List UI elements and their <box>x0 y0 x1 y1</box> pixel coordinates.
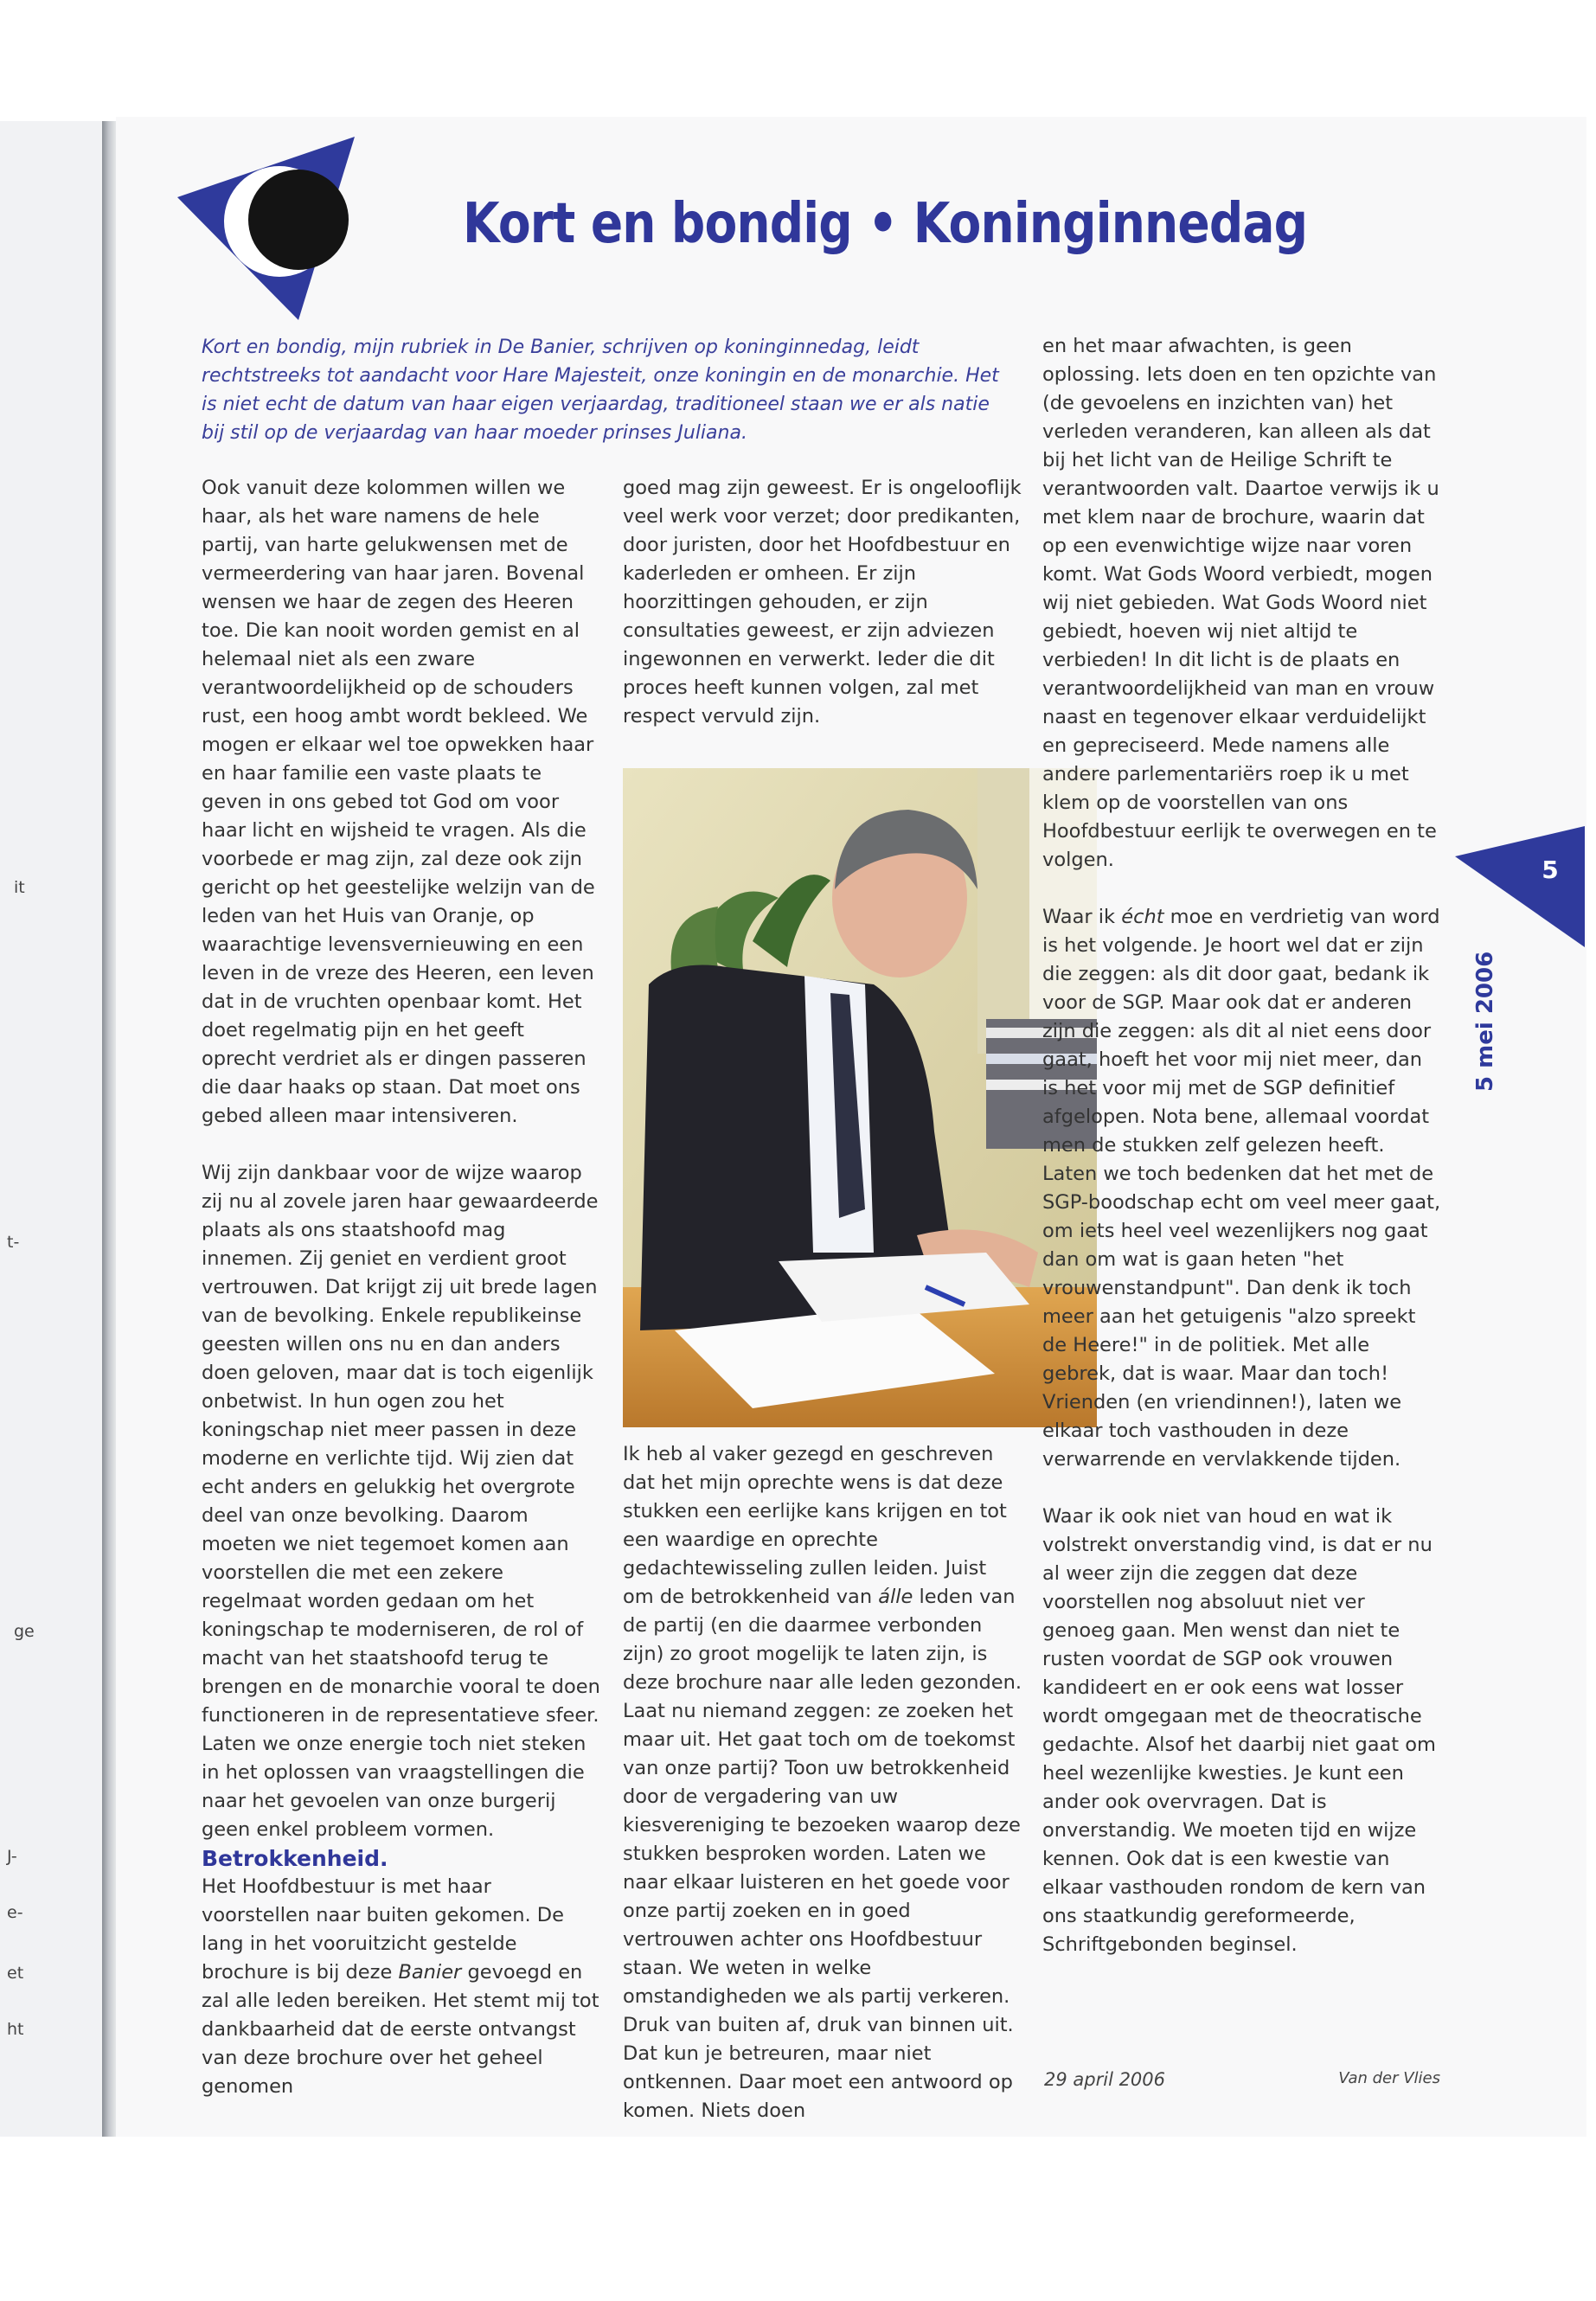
page-number-tab <box>1455 826 1585 947</box>
page-title: Kort en bondig • Koninginnedag <box>463 192 1308 256</box>
adjacent-page <box>0 121 111 2137</box>
logo-icon <box>177 137 368 320</box>
col2-paragraph-2: Ik heb al vaker gezegd en geschreven dat het mijn oprechte wens is dat deze stukken een eerlijke kans krijgen en tot een waardige en oprechte gedachtewisseling zullen leiden. Juist om de betrokkenheid van álle leden van de partij (en die daarmee verbonden zijn) zo groot mogelijk te laten zijn, is deze brochure naar alle leden gezonden. Laat nu niemand zeggen: ze zoeken het maar uit. Het gaat toch om de toekomst van onze partij? Toon uw betrokkenheid door de vergadering van uw kiesvereniging te bezoeken waarop deze stukken besproken worden. Laten we naar elkaar luisteren en het goede voor onze partij zoeken en in goed vertrouwen achter ons Hoofdbestuur staan. We weten in welke omstandigheden we als partij verkeren. Druk van buiten af, druk van binnen uit. Dat kun je betreuren, maar niet ontkennen. Daar moet een antwoord op komen. Niets doen <box>623 1443 1022 2122</box>
col2-paragraph-1: goed mag zijn geweest. Er is ongelooflijk veel werk voor verzet; door predikanten, door juristen, door het Hoofdbestuur en kaderleden er omheen. Er zijn hoorzittingen gehouden, er zijn consultaties geweest, er zijn adviezen ingewonnen en verwerkt. Ieder die dit proces heeft kunnen volgen, zal met respect vervuld zijn. <box>623 477 1022 727</box>
adjacent-page-fragment: J- <box>7 1847 17 1866</box>
section-heading: Betrokkenheid. <box>202 1846 388 1871</box>
col1-paragraph-1: Ook vanuit deze kolommen willen we haar, als het ware namens de hele partij, van harte gelukwensen met de vermeerdering van haar jaren. Bovenal wensen we haar de zegen des Heeren toe. Die kan nooit worden gemist en al helemaal niet als een zware verantwoordelijkheid op de schouders rust, een hoog ambt wordt bekleed. We mogen er elkaar wel toe opwekken haar en haar familie een vaste plaats te geven in ons gebed tot God om voor haar licht en wijsheid te vragen. Als die voorbede er mag zijn, zal deze ook zijn gericht op het geestelijke welzijn van de leden van het Huis van Oranje, op waarachtige levensvernieuwing en een leven in de vreze des Heeren, een leven dat in de vruchten openbaar komt. Het doet regelmatig pijn en het geeft oprecht verdriet als er dingen passeren die daar haaks op staan. Dat moet ons gebed alleen maar intensiveren. <box>202 477 595 1127</box>
column-3 <box>1042 332 1442 1959</box>
footer-date: 29 april 2006 <box>1044 2069 1166 2090</box>
column-2 <box>623 474 1022 731</box>
side-date <box>1468 943 1503 1099</box>
footer-author: Van der Vlies <box>1338 2069 1440 2087</box>
adjacent-page-fragment: it <box>14 878 25 897</box>
col3-paragraph-3: Waar ik ook niet van houd en wat ik volstrekt onverstandig vind, is dat er nu al weer zijn die zeggen dat deze voorstellen nog absoluut niet ver genoeg gaan. Men wenst dan niet te rusten voordat de SGP ook vrouwen kandideert en er ook eens wat losser wordt omgegaan met de theocratische gedachte. Alsof het daarbij niet gaat om heel wezenlijke kwesties. Je kunt een ander ook overvragen. Dat is onverstandig. We moeten tijd en wijze kennen. Ook dat is een kwestie van elkaar vasthouden rondom de kern van ons staatkundig gereformeerde, Schriftgebonden beginsel. <box>1042 1505 1436 1956</box>
col3-paragraph-1-text: en het maar afwachten, is geen oplossing. Iets doen en ten opzichte van (de gevoelens en inzichten van) het verleden veranderen, kan alleen als dat bij het licht van de Heilige Schrift te verantwoorden valt. Daartoe verwijs ik u met klem naar de brochure, waarin dat op een evenwichtige wijze naar voren komt. Wat Gods Woord verbiedt, mogen wij niet gebieden. Wat Gods Woord niet gebiedt, hoeven wij niet altijd te verbieden! In dit licht is de plaats en verantwoordelijkheid van man en vrouw naast en tegenover elkaar verduidelijkt en gepreciseerd. Mede namens alle andere parlementariërs roep ik u met klem op de voorstellen van ons Hoofdbestuur eerlijk te overwegen en te volgen. <box>1042 335 1439 871</box>
col3-paragraph-2: Waar ik écht moe en verdrietig van word is het volgende. Je hoort wel dat er zijn die zeggen: als dit door gaat, bedank ik voor de SGP. Maar ook dat er anderen zijn die zeggen: als dit al niet eens door gaat, hoeft het voor mij niet meer, dan is het voor mij met de SGP definitief afgelopen. Nota bene, allemaal voordat men de stukken zelf gelezen heeft. Laten we toch bedenken dat het met de SGP-boodschap echt om veel meer gaat, om iets heel veel wezenlijkers nog gaat dan om wat is gaan heten "het vrouwenstandpunt". Dan denk ik toch meer aan het getuigenis "alzo spreekt de Heere!" in de politiek. Met alle gebrek, dat is waar. Maar dan toch! Vrienden (en vriendinnen!), laten we elkaar toch vasthouden in deze verwarrende en vervlakkende tijden. <box>1042 906 1441 1471</box>
side-date-text: 5 mei 2006 <box>1472 951 1498 1092</box>
adjacent-page-fragment: ht <box>7 2020 24 2039</box>
intro-paragraph: Kort en bondig, mijn rubriek in De Banier, schrijven op koninginnedag, leidt rechtstreeks tot aandacht voor Hare Majesteit, onze koningin en de monarchie. Het is niet echt de datum van haar eigen verjaardag, traditioneel staan we er als natie bij stil op de verjaardag van haar moeder prinses Juliana. <box>202 336 999 444</box>
column-1 <box>202 474 601 2101</box>
col1-paragraph-3: Het Hoofdbestuur is met haar voorstellen naar buiten gekomen. De lang in het vooruitzicht gestelde brochure is bij deze Banier gevoegd en zal alle leden bereiken. Het stemt mij tot dankbaarheid dat de eerste ontvangst van deze brochure over het geheel genomen <box>202 1875 599 2098</box>
page-gutter <box>102 121 116 2137</box>
adjacent-page-fragment: e- <box>7 1903 23 1922</box>
adjacent-page-fragment: ge <box>14 1622 35 1641</box>
article-photo <box>623 768 1097 1427</box>
page-number: 5 <box>1542 856 1559 884</box>
adjacent-page-fragment: t- <box>7 1233 20 1252</box>
col1-paragraph-2: Wij zijn dankbaar voor de wijze waarop zij nu al zovele jaren haar gewaardeerde plaats als ons staatshoofd mag innemen. Zij geniet en verdient groot vertrouwen. Dat krijgt zij uit brede lagen van de bevolking. Enkele republikeinse geesten willen ons nu en dan anders doen geloven, maar dat is toch eigenlijk onbetwist. In hun ogen zou het koningschap niet meer passen in deze moderne en verlichte tijd. Wij zien dat echt anders en gelukkig het overgrote deel van onze bevolking. Daarom moeten we niet tegemoet komen aan voorstellen die met een zekere regelmaat worden gedaan om het koningschap te moderniseren, de rol of macht van het staatshoofd terug te brengen en de monarchie vooral te doen functioneren in de representatieve sfeer. Laten we onze energie toch niet steken in het oplossen van vraagstellingen die naar het gevoelen van onze burgerij geen enkel probleem vormen. <box>202 1162 600 1841</box>
adjacent-page-fragment: et <box>7 1964 24 1983</box>
column-2-lower <box>623 1440 1022 2125</box>
